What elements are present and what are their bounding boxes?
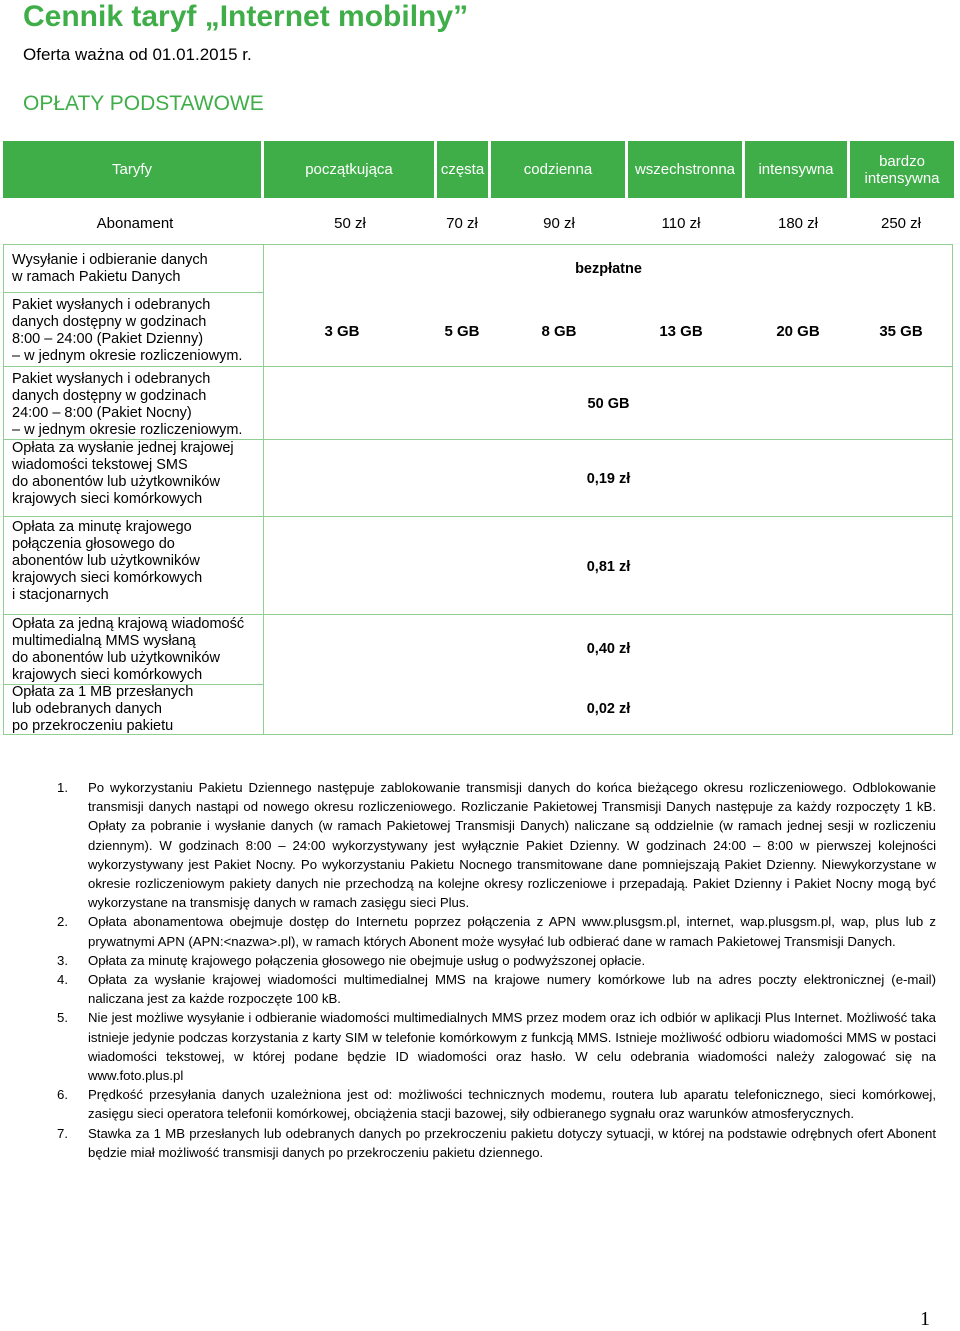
footnote-number: 6.: [57, 1087, 68, 1103]
day-package-6: 35 GB: [879, 323, 923, 340]
row-label-overage: Opłata za 1 MB przesłanych lub odebranych danych po przekroczeniu pakietu: [12, 684, 194, 734]
row-label-data-transfer: Wysyłanie i odbieranie danych w ramach Pakietu Danych: [12, 252, 208, 285]
footnote-number: 2.: [57, 914, 68, 930]
day-package-3: 8 GB: [541, 323, 577, 340]
footnote: [50, 778, 936, 912]
footnote-number: 5.: [57, 1010, 68, 1026]
grid-divider: [263, 244, 264, 735]
day-package-2: 5 GB: [444, 323, 480, 340]
row-label-mms: Opłata za jedną krajową wiadomość multimedialną MMS wysłaną do abonentów lub użytkowników krajowych sieci komórkowych: [12, 616, 245, 683]
row-label-night-package: Pakiet wysłanych i odebranych danych dostępny w godzinach 24:00 – 8:00 (Pakiet Nocny) – w jednym okresie rozliczeniowym.: [12, 371, 243, 438]
footnote-text: Opłata za wysłanie krajowej wiadomości multimedialnej MMS na krajowe numery komórkowe lub na adres poczty elektronicznej (e-mail) naliczana jest za każde rozpoczęte 100 kB.: [88, 972, 936, 1007]
footnote: [50, 912, 936, 950]
row-label-sms: Opłata za wysłanie jednej krajowej wiadomości tekstowej SMS do abonentów lub użytkowników krajowych sieci komórkowych: [12, 440, 234, 507]
value-mms-price: 0,40 zł: [586, 641, 631, 657]
footnote-text: Opłata za minutę krajowego połączenia głosowego nie obejmuje usług o podwyższonej opłacie.: [88, 952, 646, 968]
page-title: Cennik taryf „Internet mobilny”: [23, 0, 469, 33]
value-sms-price: 0,19 zł: [586, 471, 631, 487]
section-heading: OPŁATY PODSTAWOWE: [23, 92, 264, 115]
day-package-5: 20 GB: [776, 323, 820, 340]
row-label-day-package: Pakiet wysłanych i odebranych danych dostępny w godzinach 8:00 – 24:00 (Pakiet Dzienny) – w jednym okresie rozliczeniowym.: [12, 297, 243, 364]
offer-validity: Oferta ważna od 01.01.2015 r.: [23, 45, 252, 64]
value-night-package: 50 GB: [587, 396, 630, 412]
footnote-number: 7.: [57, 1125, 68, 1141]
grid-row-line: [3, 366, 953, 367]
header-tariff-1: początkująca: [264, 141, 434, 198]
footnote: [50, 970, 936, 1008]
footnotes: [50, 778, 936, 1162]
value-free-transfer: bezpłatne: [575, 261, 642, 277]
abonament-price-1: 50 zł: [334, 214, 366, 232]
abonament-price-3: 90 zł: [543, 214, 575, 232]
header-taryfy: Taryfy: [3, 141, 261, 198]
footnote-number: 1.: [57, 780, 68, 795]
header-tariff-5: intensywna: [745, 141, 847, 198]
value-overage-price: 0,02 zł: [586, 701, 631, 717]
header-tariff-4: wszechstronna: [628, 141, 742, 198]
footnote: [50, 1008, 936, 1085]
abonament-price-5: 180 zł: [777, 214, 819, 232]
footnote: [50, 951, 936, 970]
footnote-text: Po wykorzystaniu Pakietu Dziennego następuje zablokowanie transmisji danych do końca bieżącego okresu rozliczeniowego. Odblokowanie transmisji danych nastąpi od nowego okresu rozliczeniowego. Rozliczanie Pakietowej Transmisji Danych następuje za każdy rozpoczęty 1 kB. Opłaty za pobranie i wysłanie danych (w ramach Pakietowej Transmisji Danych) naliczane są oddzielnie (w ramach jednej sesji w rozliczeniu dziennym). W godzinach 8:00 – 24:00 wykorzystywany jest wyłącznie Pakiet Dzienny. W godzinach 24:00 – 8:00 w pierwszej kolejności wykorzystywany jest Pakiet Nocny. Po wykorzystaniu Pakietu Nocnego transmitowane dane pomniejszają Pakiet Dzienny. Niewykorzystane w okresie rozliczeniowym pakiety danych nie przechodzą na kolejne okresy rozliczeniowe i przepadają. Pakiet Dzienny i Pakiet Nocny mogą być wykorzystane na transmisję danych w ramach zasięgu sieci Plus.: [88, 780, 936, 911]
footnote-text: Stawka za 1 MB przesłanych lub odebranych danych po przekroczeniu pakietu dotyczy sytuacji, w której na podstawie odrębnych ofert Abonent będzie miał możliwość transmisji danych po przekroczeniu pakietu dziennego.: [88, 1125, 936, 1160]
abonament-label: Abonament: [96, 214, 174, 232]
footnote-text: Nie jest możliwe wysyłanie i odbieranie wiadomości multimedialnych MMS przez modem oraz ich odbiór w aplikacji Plus Internet. Możliwość taka istnieje jedynie podczas korzystania z karty SIM w telefonie komórkowym z funkcją MMS. Istnieje możliwość odbioru wiadomości MMS w postaci wiadomości tekstowej, w której podane będzie ID wiadomości oraz hasło. W celu odebrania wiadomości należy zalogować się na www.foto.plus.pl: [88, 1010, 936, 1084]
day-package-4: 13 GB: [659, 323, 703, 340]
footnote-number: 3.: [57, 952, 68, 968]
day-package-1: 3 GB: [324, 323, 360, 340]
footnote-text: Opłata abonamentowa obejmuje dostęp do Internetu poprzez połączenia z APN www.plusgsm.pl, internet, wap.plusgsm.pl, wap, plus lub z prywatnymi APN (APN:<nazwa>.pl), w ramach których Abonent może wysyłać lub odbierać dane w ramach Pakietowej Transmisji Danych.: [88, 914, 936, 949]
grid-row-line: [3, 614, 953, 615]
header-tariff-6: bardzo intensywna: [850, 141, 954, 198]
abonament-price-2: 70 zł: [446, 214, 478, 232]
grid-row-line: [3, 292, 263, 293]
header-tariff-3: codzienna: [491, 141, 625, 198]
footnote-number: 4.: [57, 972, 68, 988]
footnote-text: Prędkość przesyłania danych uzależniona jest od: możliwości technicznych modemu, routera lub aparatu telefonicznego, sieci komórkowej, zasięgu sieci operatora telefonii komórkowej, obciążenia stacji bazowej, siły odbieranego sygnału oraz warunków atmosferycznych.: [88, 1087, 936, 1122]
footnote: [50, 1085, 936, 1123]
value-voice-price: 0,81 zł: [586, 559, 631, 575]
row-label-voice: Opłata za minutę krajowego połączenia głosowego do abonentów lub użytkowników krajowych sieci komórkowych i stacjonarnych: [12, 519, 203, 603]
abonament-price-4: 110 zł: [661, 214, 701, 232]
page-number: 1: [920, 1308, 930, 1330]
footnote: [50, 1124, 936, 1162]
abonament-price-6: 250 zł: [880, 214, 922, 232]
header-tariff-2: częsta: [437, 141, 488, 198]
grid-row-line: [3, 516, 953, 517]
